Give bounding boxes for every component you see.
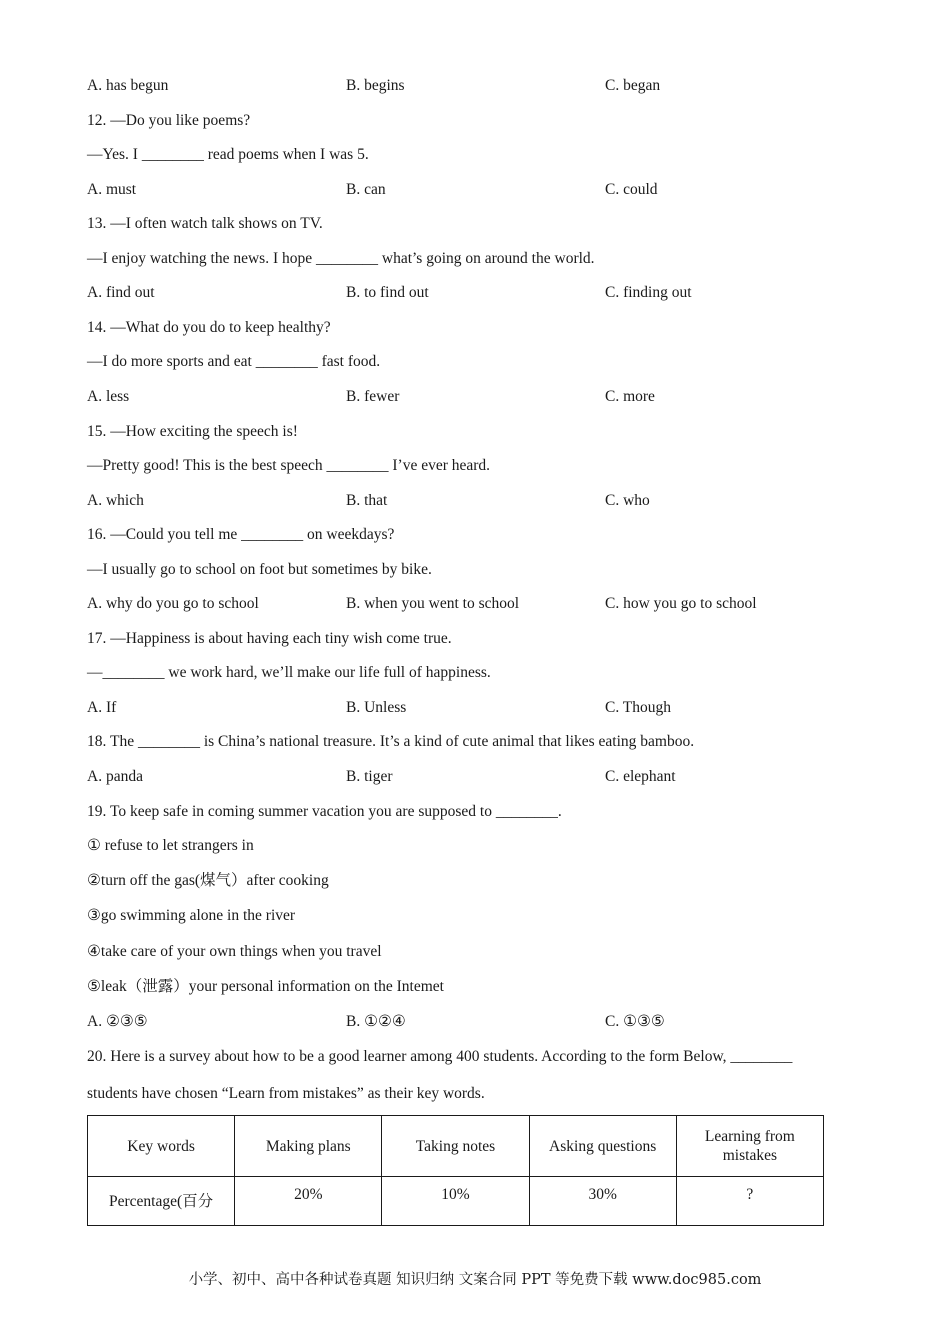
percentage-asking-questions: 30% <box>529 1177 676 1226</box>
q15-option-c: C. who <box>605 492 650 509</box>
q17-options <box>87 698 847 718</box>
q13-option-b: B. to find out <box>346 284 429 301</box>
q12-reply: —Yes. I ________ read poems when I was 5. <box>87 146 369 163</box>
q16-option-b: B. when you went to school <box>346 595 520 612</box>
header-taking-notes: Taking notes <box>382 1116 529 1177</box>
q11-option-c: C. began <box>605 77 661 94</box>
survey-header-row <box>88 1116 824 1177</box>
q18-option-b: B. tiger <box>346 768 393 785</box>
q11-option-b: B. begins <box>346 77 405 94</box>
q18-option-a: A. panda <box>87 768 143 785</box>
q20-stem-line-1: 20. Here is a survey about how to be a good learner among 400 students. According to the form Below, ________ <box>87 1048 793 1065</box>
q11-options <box>87 76 847 96</box>
percentage-making-plans: 20% <box>235 1177 382 1226</box>
q17-option-c: C. Though <box>605 699 672 716</box>
q12-option-a: A. must <box>87 181 137 198</box>
q18-options <box>87 767 847 787</box>
survey-table <box>87 1115 824 1226</box>
q15-option-b: B. that <box>346 492 388 509</box>
q19-item-2: ②turn off the gas(煤气）after cooking <box>87 872 329 889</box>
q13-reply: —I enjoy watching the news. I hope ________ what’s going on around the world. <box>87 250 595 267</box>
q19-options <box>87 1012 847 1032</box>
q19-item-3: ③go swimming alone in the river <box>87 907 296 924</box>
q15-reply: —Pretty good! This is the best speech ________ I’ve ever heard. <box>87 457 491 474</box>
q19-option-b: B. ①②④ <box>346 1013 406 1030</box>
q11-option-a: A. has begun <box>87 77 169 94</box>
q17-option-a: A. If <box>87 699 117 716</box>
header-key-words: Key words <box>88 1116 235 1177</box>
q13-stem: 13. —I often watch talk shows on TV. <box>87 215 323 232</box>
header-making-plans: Making plans <box>235 1116 382 1177</box>
q19-option-c: C. ①③⑤ <box>605 1013 665 1030</box>
q18-option-c: C. elephant <box>605 768 676 785</box>
percentage-learning-from-mistakes: ? <box>676 1177 823 1226</box>
percentage-taking-notes: 10% <box>382 1177 529 1226</box>
q17-stem: 17. —Happiness is about having each tiny wish come true. <box>87 630 452 647</box>
q19-stem: 19. To keep safe in coming summer vacation you are supposed to ________. <box>87 803 562 820</box>
page-footer: 小学、初中、高中各种试卷真题 知识归纳 文案合同 PPT 等免费下载 www.doc985.com <box>188 1272 762 1288</box>
q20-stem-line-2: students have chosen “Learn from mistakes” as their key words. <box>87 1085 485 1102</box>
q12-option-b: B. can <box>346 181 386 198</box>
row-label-percentage: Percentage(百分 <box>88 1177 235 1226</box>
q16-options <box>87 594 847 614</box>
q16-option-c: C. how you go to school <box>605 595 757 612</box>
q19-item-4: ④take care of your own things when you travel <box>87 943 382 960</box>
q17-option-b: B. Unless <box>346 699 407 716</box>
q13-option-c: C. finding out <box>605 284 692 301</box>
q12-options <box>87 180 847 200</box>
q14-option-b: B. fewer <box>346 388 400 405</box>
q19-item-5: ⑤leak（泄露）your personal information on the Intemet <box>87 978 444 995</box>
q19-item-1: ① refuse to let strangers in <box>87 837 254 854</box>
q13-option-a: A. find out <box>87 284 155 301</box>
q14-option-a: A. less <box>87 388 130 405</box>
q16-option-a: A. why do you go to school <box>87 595 259 612</box>
q12-stem: 12. —Do you like poems? <box>87 112 251 129</box>
q13-options <box>87 283 847 303</box>
q18-stem: 18. The ________ is China’s national treasure. It’s a kind of cute animal that likes eating bamboo. <box>87 733 695 750</box>
q16-stem: 16. —Could you tell me ________ on weekdays? <box>87 526 395 543</box>
q16-reply: —I usually go to school on foot but sometimes by bike. <box>87 561 432 578</box>
q14-options <box>87 387 847 407</box>
survey-percentage-row <box>88 1177 824 1226</box>
q17-reply: —________ we work hard, we’ll make our life full of happiness. <box>87 664 491 681</box>
q15-option-a: A. which <box>87 492 144 509</box>
header-learning-from-mistakes: Learning from mistakes <box>676 1116 823 1177</box>
q14-option-c: C. more <box>605 388 655 405</box>
q12-option-c: C. could <box>605 181 658 198</box>
q19-option-a: A. ②③⑤ <box>87 1013 148 1030</box>
q15-options <box>87 491 847 511</box>
q14-stem: 14. —What do you do to keep healthy? <box>87 319 331 336</box>
header-asking-questions: Asking questions <box>529 1116 676 1177</box>
q14-reply: —I do more sports and eat ________ fast food. <box>87 353 381 370</box>
q15-stem: 15. —How exciting the speech is! <box>87 423 298 440</box>
